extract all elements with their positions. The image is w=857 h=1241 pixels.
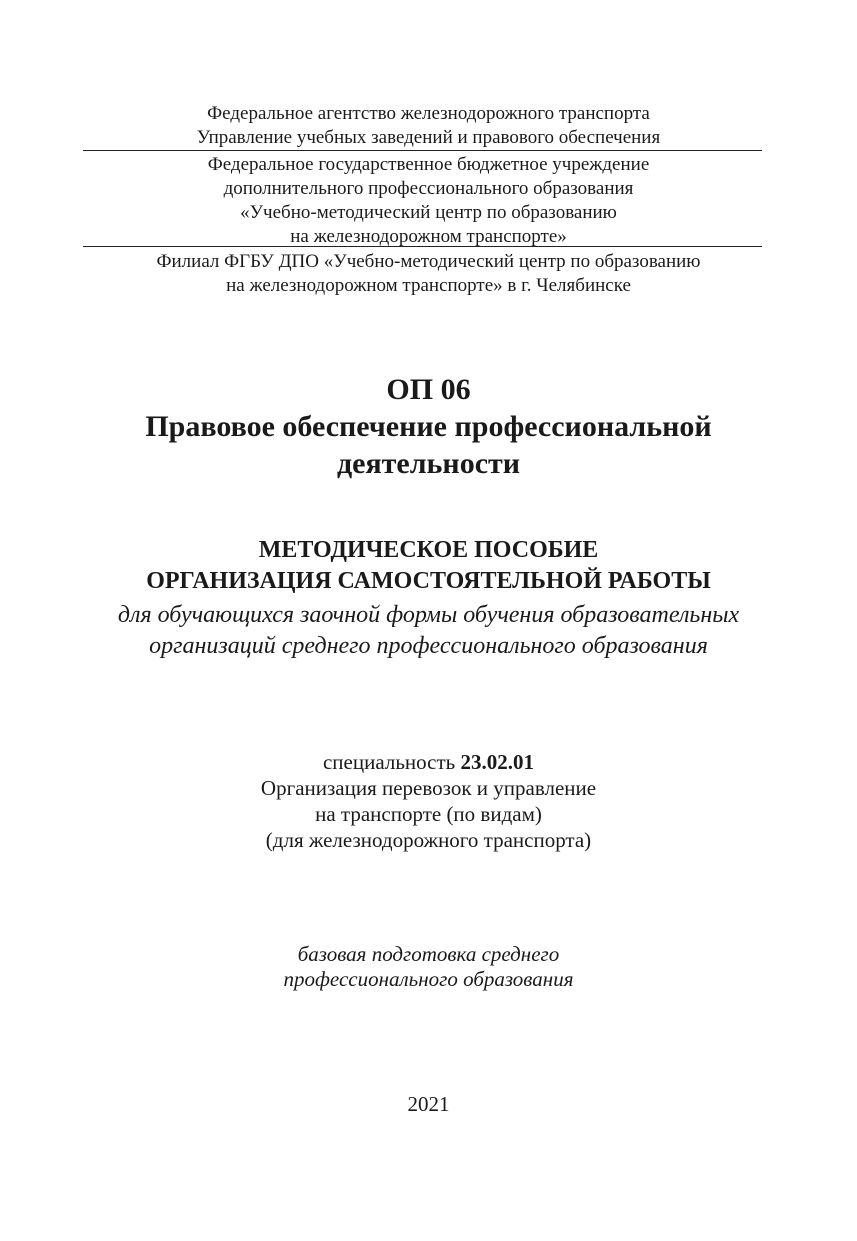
specialty-code: 23.02.01: [460, 750, 534, 774]
specialty-name-line: Организация перевозок и управление: [260, 776, 597, 800]
education-level: [0, 942, 857, 992]
manual-type: [0, 535, 857, 597]
specialty-name-line: на транспорте (по видам): [315, 802, 542, 826]
education-level-line: базовая подготовка среднего: [297, 942, 560, 966]
audience-line: для обучающихся заочной формы обучения образовательных: [117, 602, 740, 628]
specialty-heading: [0, 749, 857, 775]
specialty-name-line: (для железнодорожного транспорта): [265, 828, 592, 852]
specialty-block: [0, 749, 857, 853]
education-level-line: профессионального образования: [283, 967, 574, 991]
audience: [0, 600, 857, 662]
institution-line: «Учебно-методический центр по образованию: [240, 202, 617, 223]
audience-line: организаций среднего профессионального образования: [149, 633, 708, 659]
institution-line: дополнительного профессионального образования: [223, 178, 634, 199]
discipline-title: [0, 371, 857, 482]
discipline-name-line: деятельности: [336, 447, 521, 480]
institution-line: Федеральное государственное бюджетное учреждение: [207, 154, 650, 175]
manual-type-line: ОРГАНИЗАЦИЯ САМОСТОЯТЕЛЬНОЙ РАБОТЫ: [146, 568, 711, 594]
discipline-name-line: Правовое обеспечение профессиональной: [145, 410, 712, 443]
branch-block: [0, 250, 857, 298]
divider-line: [83, 150, 762, 151]
manual-type-line: МЕТОДИЧЕСКОЕ ПОСОБИЕ: [258, 537, 599, 563]
agency-line: Управление учебных заведений и правового обеспечения: [196, 127, 661, 148]
institution-block: [0, 153, 857, 249]
divider-line: [83, 246, 762, 247]
publication-year: 2021: [407, 1092, 450, 1116]
discipline-code: ОП 06: [386, 373, 471, 406]
institution-line: на железнодорожном транспорте»: [290, 226, 567, 247]
agency-block: [0, 102, 857, 150]
branch-line: Филиал ФГБУ ДПО «Учебно-методический центр по образованию: [156, 251, 701, 272]
branch-line: на железнодорожном транспорте» в г. Челябинске: [226, 275, 631, 296]
specialty-label: специальность: [322, 750, 456, 774]
agency-line: Федеральное агентство железнодорожного транспорта: [207, 103, 650, 124]
